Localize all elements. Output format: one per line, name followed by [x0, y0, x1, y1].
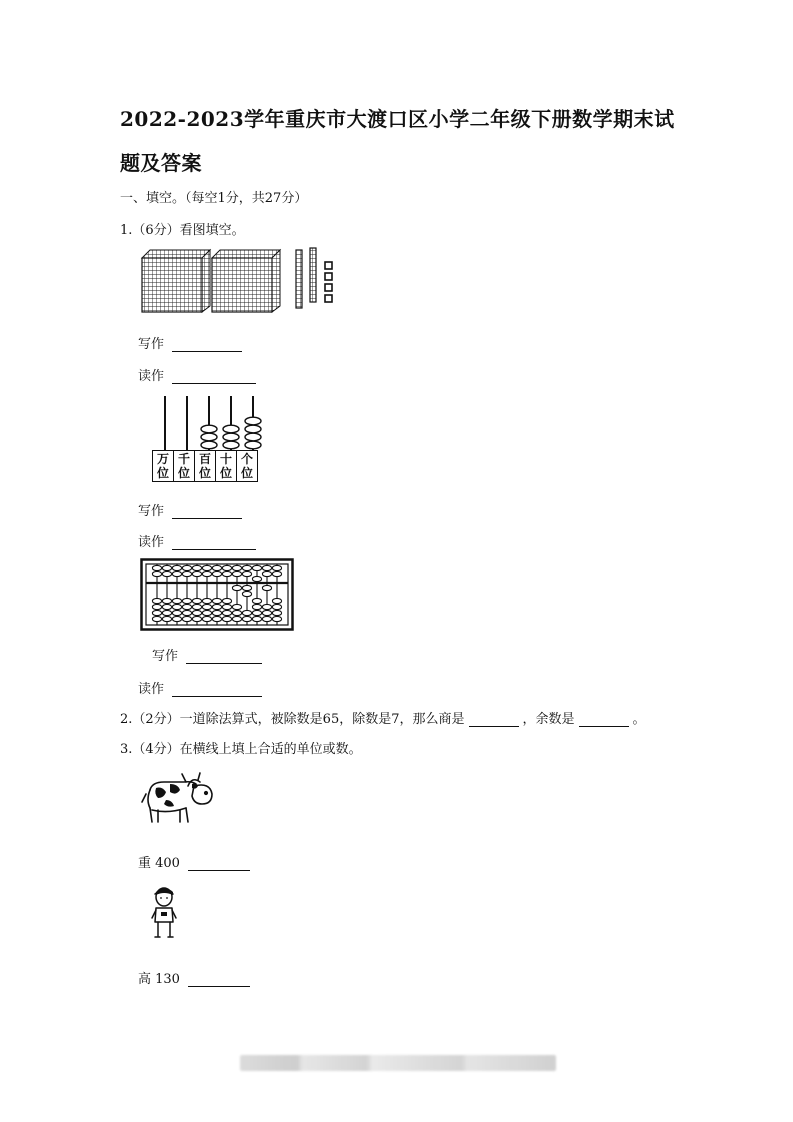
answer-blank[interactable]: [172, 369, 256, 384]
counting-rods: [152, 394, 264, 450]
q2-text-before: 2.（2分）一道除法算式，被除数是65，除数是7，那么商是: [120, 712, 465, 727]
q2-text-after: 。: [632, 712, 646, 727]
place-label-qian: 千 位: [174, 451, 195, 481]
quotient-blank[interactable]: [469, 712, 519, 727]
child-image: [146, 884, 182, 942]
read-label: 读作: [138, 535, 165, 550]
write-label: 写作: [152, 649, 179, 664]
cow-weight-row: [138, 852, 250, 871]
height-unit-blank[interactable]: [188, 972, 250, 987]
q1-read-row-1: [138, 365, 256, 384]
page-title-line2: 题及答案: [120, 151, 202, 175]
place-label-bai: 百 位: [195, 451, 216, 481]
write-label: 写作: [138, 337, 165, 352]
answer-blank[interactable]: [186, 649, 262, 664]
weight-unit-blank[interactable]: [188, 856, 250, 871]
place-label-wan: 万 位: [153, 451, 174, 481]
base-ten-blocks-image: [140, 246, 340, 314]
place-value-labels: [152, 450, 258, 482]
q1-write-row-2: [138, 500, 242, 519]
answer-blank[interactable]: [172, 504, 242, 519]
q1-read-row-3: [138, 678, 262, 697]
cow-image: [140, 770, 216, 826]
section-heading: 一、填空。（每空1分，共27分）: [120, 191, 308, 206]
cow-weight-label: 重 400: [138, 856, 180, 871]
read-label: 读作: [138, 369, 165, 384]
place-label-shi: 十 位: [216, 451, 237, 481]
question-1-stem: 1.（6分）看图填空。: [120, 223, 245, 238]
answer-blank[interactable]: [172, 682, 262, 697]
read-label: 读作: [138, 682, 165, 697]
child-height-row: [138, 968, 250, 987]
blurred-footer-watermark: [240, 1055, 556, 1071]
child-height-label: 高 130: [138, 972, 180, 987]
write-label: 写作: [138, 504, 165, 519]
answer-blank[interactable]: [172, 337, 242, 352]
q1-write-row-3: [152, 645, 262, 664]
remainder-blank[interactable]: [579, 712, 629, 727]
q2-text-middle: ，余数是: [522, 712, 575, 727]
question-2: [120, 708, 646, 727]
q1-write-row-1: [138, 333, 242, 352]
place-label-ge: 个 位: [240, 452, 253, 480]
abacus-image: [140, 558, 294, 631]
page-title-line1: 2022-2023学年重庆市大渡口区小学二年级下册数学期末试: [120, 107, 675, 131]
counting-frame-image: [152, 394, 264, 482]
question-3-stem: 3.（4分）在横线上填上合适的单位或数。: [120, 742, 362, 757]
q1-read-row-2: [138, 531, 256, 550]
answer-blank[interactable]: [172, 535, 256, 550]
